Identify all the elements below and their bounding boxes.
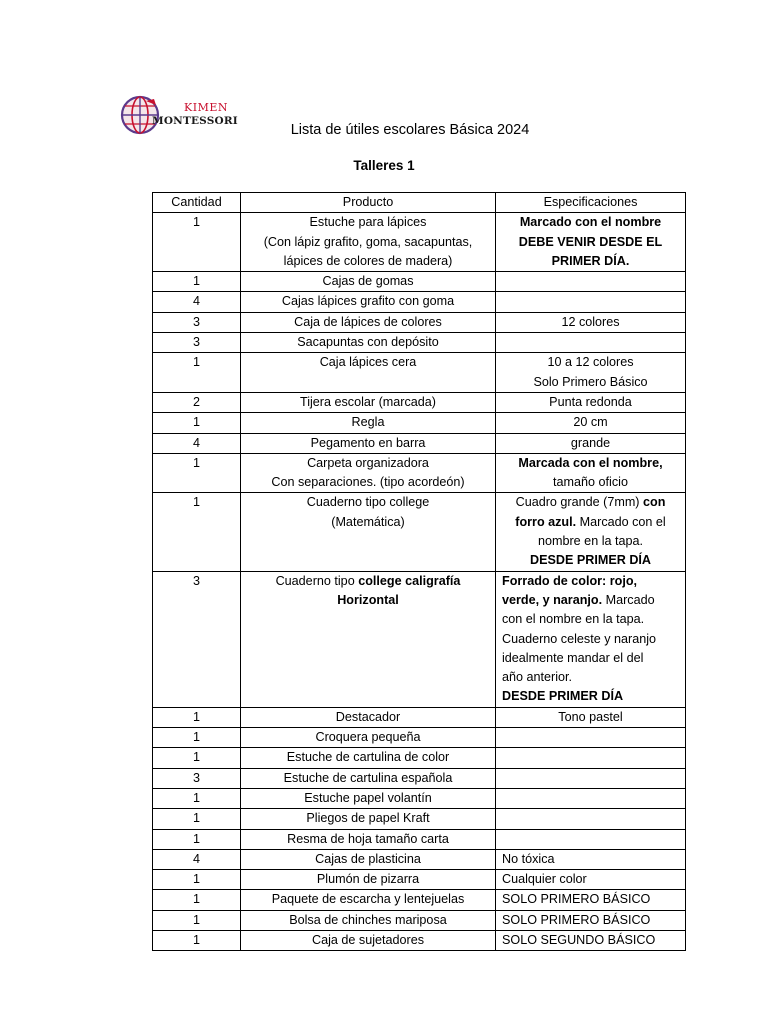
text-segment: grande bbox=[570, 435, 611, 450]
quantity-cell: 3 bbox=[153, 768, 241, 788]
table-row bbox=[153, 890, 686, 910]
product-cell bbox=[241, 748, 496, 768]
text-segment: Tijera escolar (marcada) bbox=[299, 394, 436, 409]
text-segment: 12 colores bbox=[561, 314, 620, 329]
text-segment: forro azul. bbox=[515, 514, 577, 529]
specification-cell bbox=[496, 910, 686, 930]
text-segment: nombre en la tapa. bbox=[537, 534, 644, 549]
product-cell bbox=[241, 788, 496, 808]
specification-cell bbox=[496, 493, 686, 571]
product-cell-line bbox=[247, 870, 489, 889]
product-cell-line bbox=[247, 513, 489, 532]
product-cell-line bbox=[247, 931, 489, 950]
text-segment: Cajas de plasticina bbox=[315, 851, 421, 866]
product-cell-line bbox=[247, 413, 489, 432]
quantity-cell: 1 bbox=[153, 930, 241, 950]
specification-cell-line bbox=[502, 610, 679, 629]
quantity-cell: 1 bbox=[153, 829, 241, 849]
text-segment: Carpeta organizadora bbox=[307, 455, 429, 470]
text-segment: (Con lápiz grafito, goma, sacapuntas, bbox=[263, 234, 473, 249]
text-segment: Marcado bbox=[602, 592, 655, 607]
specification-cell-line bbox=[502, 668, 679, 687]
product-cell-line bbox=[247, 572, 489, 591]
header-specifications: Especificaciones bbox=[496, 193, 686, 213]
product-cell bbox=[241, 930, 496, 950]
specification-cell bbox=[496, 930, 686, 950]
text-segment: Bolsa de chinches mariposa bbox=[289, 912, 447, 927]
quantity-cell: 4 bbox=[153, 433, 241, 453]
specification-cell-line bbox=[502, 551, 679, 570]
text-segment: Horizontal bbox=[337, 592, 399, 607]
specification-cell bbox=[496, 788, 686, 808]
quantity-cell: 1 bbox=[153, 707, 241, 727]
text-segment: Marcado con el bbox=[576, 514, 666, 529]
product-cell bbox=[241, 292, 496, 312]
text-segment: lápices de colores de madera) bbox=[283, 253, 453, 268]
specification-cell-line bbox=[502, 233, 679, 252]
product-cell-line bbox=[247, 393, 489, 412]
product-cell bbox=[241, 768, 496, 788]
table-row bbox=[153, 728, 686, 748]
quantity-cell: 1 bbox=[153, 890, 241, 910]
text-segment: con el nombre en la tapa. bbox=[502, 612, 645, 627]
specification-cell bbox=[496, 312, 686, 332]
product-cell bbox=[241, 453, 496, 493]
table-row bbox=[153, 433, 686, 453]
table-row bbox=[153, 272, 686, 292]
table-row bbox=[153, 453, 686, 493]
text-segment: Marcado con el nombre bbox=[519, 215, 662, 230]
text-segment: Cualquier color bbox=[502, 872, 587, 887]
specification-cell bbox=[496, 829, 686, 849]
product-cell bbox=[241, 571, 496, 707]
table-row bbox=[153, 213, 686, 272]
product-cell bbox=[241, 728, 496, 748]
text-segment: college caligrafía bbox=[358, 573, 461, 588]
specification-cell-line bbox=[502, 708, 679, 727]
text-segment: Paquete de escarcha y lentejuelas bbox=[271, 892, 465, 907]
text-segment: Estuche de cartulina de color bbox=[286, 750, 450, 765]
specification-cell-line bbox=[502, 353, 679, 372]
table-row bbox=[153, 870, 686, 890]
product-cell bbox=[241, 809, 496, 829]
quantity-cell: 1 bbox=[153, 493, 241, 571]
quantity-cell: 1 bbox=[153, 272, 241, 292]
specification-cell bbox=[496, 272, 686, 292]
specification-cell bbox=[496, 768, 686, 788]
product-cell-line bbox=[247, 493, 489, 512]
text-segment: Pegamento en barra bbox=[310, 435, 426, 450]
product-cell-line bbox=[247, 213, 489, 232]
table-row bbox=[153, 930, 686, 950]
quantity-cell: 3 bbox=[153, 312, 241, 332]
text-segment: No tóxica bbox=[502, 851, 555, 866]
specification-cell-line bbox=[502, 393, 679, 412]
table-row bbox=[153, 493, 686, 571]
specification-cell bbox=[496, 353, 686, 393]
table-row bbox=[153, 829, 686, 849]
specification-cell bbox=[496, 809, 686, 829]
specification-cell-line bbox=[502, 591, 679, 610]
document-title: Lista de útiles escolares Básica 2024 bbox=[290, 122, 530, 138]
specification-cell-line bbox=[502, 373, 679, 392]
section-title: Talleres 1 bbox=[353, 158, 415, 173]
product-cell-line bbox=[247, 911, 489, 930]
product-cell bbox=[241, 829, 496, 849]
quantity-cell: 1 bbox=[153, 453, 241, 493]
table-header-row bbox=[153, 193, 686, 213]
table-row bbox=[153, 748, 686, 768]
quantity-cell: 1 bbox=[153, 748, 241, 768]
specification-cell bbox=[496, 571, 686, 707]
specification-cell-line bbox=[502, 890, 679, 909]
text-segment: idealmente mandar el del bbox=[502, 650, 644, 665]
table-row bbox=[153, 292, 686, 312]
text-segment: Con separaciones. (tipo acordeón) bbox=[271, 475, 465, 490]
product-cell-line bbox=[247, 434, 489, 453]
specification-cell-line bbox=[502, 532, 679, 551]
product-cell-line bbox=[247, 708, 489, 727]
table-row bbox=[153, 910, 686, 930]
text-segment: Forrado de color: rojo, bbox=[502, 573, 638, 588]
text-segment: Punta redonda bbox=[549, 394, 632, 409]
specification-cell-line bbox=[502, 850, 679, 869]
product-cell bbox=[241, 272, 496, 292]
specification-cell-line bbox=[502, 911, 679, 930]
specification-cell-line bbox=[502, 454, 679, 473]
logo-text-kimen: KIMEN bbox=[184, 101, 228, 114]
text-segment: Croquera pequeña bbox=[315, 730, 421, 745]
product-cell-line bbox=[247, 728, 489, 747]
text-segment: verde, y naranjo. bbox=[502, 592, 603, 607]
text-segment: Cuaderno tipo college bbox=[306, 495, 430, 510]
product-cell-line bbox=[247, 333, 489, 352]
product-cell-line bbox=[247, 890, 489, 909]
specification-cell-line bbox=[502, 493, 679, 512]
specification-cell-line bbox=[502, 473, 679, 492]
product-cell bbox=[241, 312, 496, 332]
specification-cell bbox=[496, 213, 686, 272]
product-cell-line bbox=[247, 748, 489, 767]
specification-cell bbox=[496, 413, 686, 433]
specification-cell bbox=[496, 453, 686, 493]
product-cell-line bbox=[247, 830, 489, 849]
logo-text-montessori: MONTESSORI bbox=[152, 115, 238, 127]
specification-cell-line bbox=[502, 630, 679, 649]
product-cell bbox=[241, 707, 496, 727]
specification-cell-line bbox=[502, 434, 679, 453]
text-segment: Estuche de cartulina española bbox=[283, 770, 453, 785]
text-segment: Caja de sujetadores bbox=[311, 932, 424, 947]
quantity-cell: 1 bbox=[153, 353, 241, 393]
text-segment: Cuaderno tipo bbox=[275, 573, 359, 588]
quantity-cell: 1 bbox=[153, 728, 241, 748]
text-segment: con bbox=[643, 495, 666, 510]
product-cell bbox=[241, 392, 496, 412]
product-cell-line bbox=[247, 789, 489, 808]
quantity-cell: 1 bbox=[153, 910, 241, 930]
product-cell-line bbox=[247, 454, 489, 473]
product-cell bbox=[241, 493, 496, 571]
specification-cell bbox=[496, 870, 686, 890]
table-row bbox=[153, 392, 686, 412]
product-cell bbox=[241, 870, 496, 890]
text-segment: Destacador bbox=[335, 709, 401, 724]
specification-cell-line bbox=[502, 687, 679, 706]
text-segment: tamaño oficio bbox=[553, 475, 628, 490]
quantity-cell: 1 bbox=[153, 213, 241, 272]
text-segment: SOLO SEGUNDO BÁSICO bbox=[502, 932, 656, 947]
text-segment: DESDE PRIMER DÍA bbox=[502, 689, 624, 704]
specification-cell-line bbox=[502, 213, 679, 232]
table-row bbox=[153, 413, 686, 433]
specification-cell bbox=[496, 890, 686, 910]
table-row bbox=[153, 353, 686, 393]
text-segment: Plumón de pizarra bbox=[316, 872, 420, 887]
text-segment: Pliegos de papel Kraft bbox=[306, 811, 430, 826]
product-cell bbox=[241, 353, 496, 393]
text-segment: Cuadro grande (7mm) bbox=[515, 495, 643, 510]
text-segment: Estuche papel volantín bbox=[304, 790, 432, 805]
specification-cell-line bbox=[502, 413, 679, 432]
product-cell-line bbox=[247, 591, 489, 610]
header-quantity: Cantidad bbox=[153, 193, 241, 213]
product-cell bbox=[241, 433, 496, 453]
product-cell-line bbox=[247, 353, 489, 372]
quantity-cell: 2 bbox=[153, 392, 241, 412]
text-segment: 20 cm bbox=[573, 415, 608, 430]
product-cell-line bbox=[247, 850, 489, 869]
specification-cell-line bbox=[502, 572, 679, 591]
text-segment: Regla bbox=[351, 415, 385, 430]
text-segment: Caja de lápices de colores bbox=[294, 314, 442, 329]
table-row bbox=[153, 849, 686, 869]
specification-cell-line bbox=[502, 313, 679, 332]
table-row bbox=[153, 809, 686, 829]
product-cell-line bbox=[247, 272, 489, 291]
quantity-cell: 1 bbox=[153, 413, 241, 433]
specification-cell bbox=[496, 849, 686, 869]
text-segment: SOLO PRIMERO BÁSICO bbox=[502, 892, 651, 907]
quantity-cell: 1 bbox=[153, 788, 241, 808]
product-cell-line bbox=[247, 473, 489, 492]
text-segment: DEBE VENIR DESDE EL bbox=[518, 234, 663, 249]
specification-cell bbox=[496, 333, 686, 353]
quantity-cell: 1 bbox=[153, 809, 241, 829]
product-cell-line bbox=[247, 313, 489, 332]
specification-cell-line bbox=[502, 513, 679, 532]
text-segment: PRIMER DÍA. bbox=[551, 253, 630, 268]
header-product: Producto bbox=[241, 193, 496, 213]
product-cell-line bbox=[247, 769, 489, 788]
specification-cell bbox=[496, 748, 686, 768]
text-segment: Cuaderno celeste y naranjo bbox=[502, 631, 657, 646]
text-segment: DESDE PRIMER DÍA bbox=[529, 553, 652, 568]
text-segment: (Matemática) bbox=[331, 514, 405, 529]
table-row bbox=[153, 707, 686, 727]
quantity-cell: 1 bbox=[153, 870, 241, 890]
quantity-cell: 4 bbox=[153, 292, 241, 312]
quantity-cell: 3 bbox=[153, 571, 241, 707]
product-cell bbox=[241, 213, 496, 272]
product-cell-line bbox=[247, 252, 489, 271]
text-segment: año anterior. bbox=[502, 670, 573, 685]
quantity-cell: 4 bbox=[153, 849, 241, 869]
specification-cell bbox=[496, 433, 686, 453]
specification-cell bbox=[496, 392, 686, 412]
product-cell bbox=[241, 413, 496, 433]
text-segment: Marcada con el nombre, bbox=[518, 455, 663, 470]
product-cell-line bbox=[247, 233, 489, 252]
text-segment: Sacapuntas con depósito bbox=[297, 335, 439, 350]
specification-cell-line bbox=[502, 252, 679, 271]
table-row bbox=[153, 333, 686, 353]
product-cell bbox=[241, 333, 496, 353]
product-cell-line bbox=[247, 292, 489, 311]
text-segment: SOLO PRIMERO BÁSICO bbox=[502, 912, 651, 927]
specification-cell bbox=[496, 292, 686, 312]
quantity-cell: 3 bbox=[153, 333, 241, 353]
text-segment: Tono pastel bbox=[558, 709, 623, 724]
product-cell bbox=[241, 910, 496, 930]
text-segment: Cajas lápices grafito con goma bbox=[281, 294, 455, 309]
product-cell-line bbox=[247, 809, 489, 828]
text-segment: Resma de hoja tamaño carta bbox=[287, 831, 449, 846]
text-segment: 10 a 12 colores bbox=[547, 355, 634, 370]
specification-cell bbox=[496, 728, 686, 748]
text-segment: Cajas de gomas bbox=[322, 274, 414, 289]
supplies-table bbox=[152, 192, 686, 951]
text-segment: Estuche para lápices bbox=[309, 215, 427, 230]
specification-cell-line bbox=[502, 931, 679, 950]
table-row bbox=[153, 788, 686, 808]
text-segment: Solo Primero Básico bbox=[533, 374, 648, 389]
specification-cell-line bbox=[502, 870, 679, 889]
specification-cell-line bbox=[502, 649, 679, 668]
specification-cell bbox=[496, 707, 686, 727]
product-cell bbox=[241, 890, 496, 910]
text-segment: Caja lápices cera bbox=[319, 355, 417, 370]
table-row bbox=[153, 768, 686, 788]
product-cell bbox=[241, 849, 496, 869]
table-row bbox=[153, 571, 686, 707]
table-row bbox=[153, 312, 686, 332]
